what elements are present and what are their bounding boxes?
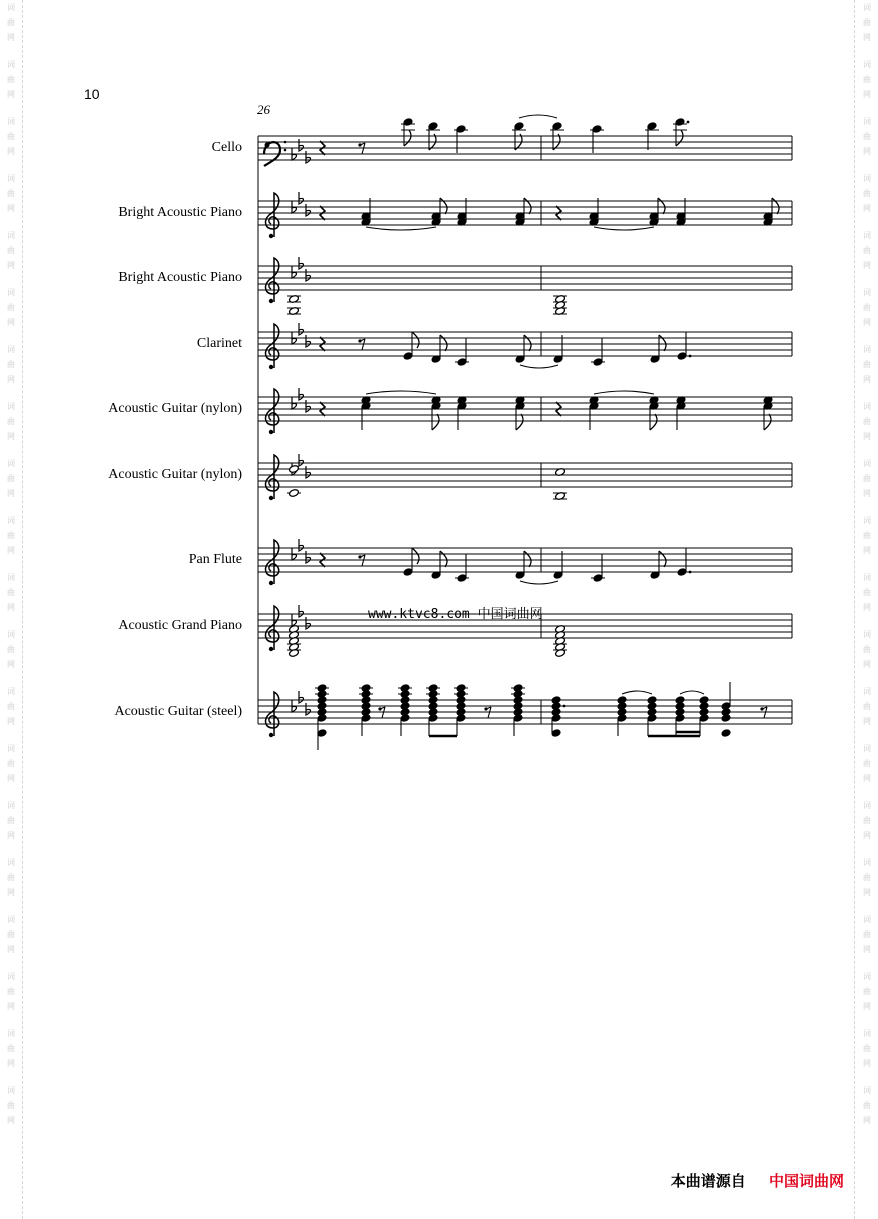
margin-watermark-char: 曲 <box>863 645 871 654</box>
flat-sign <box>299 388 304 400</box>
instrument-label-grand-piano: Acoustic Grand Piano <box>118 618 242 633</box>
note-flag <box>764 414 771 430</box>
treble-clef <box>266 540 279 584</box>
augmentation-dot <box>689 355 692 358</box>
margin-watermark-char: 词 <box>863 231 871 240</box>
tie <box>680 691 704 694</box>
margin-watermark-char: 网 <box>7 888 15 897</box>
flat-sign <box>299 257 304 269</box>
note-head <box>289 465 300 474</box>
margin-watermark-char: 词 <box>863 345 871 354</box>
margin-watermark-char: 词 <box>863 744 871 753</box>
flat-sign <box>299 605 304 617</box>
flat-sign <box>306 151 311 163</box>
staff-lines <box>258 136 792 724</box>
margin-watermark-char: 词 <box>7 801 15 810</box>
flat-sign <box>306 551 311 563</box>
note-flag <box>440 198 447 214</box>
margin-watermark-char: 词 <box>863 288 871 297</box>
instrument-label-nylon-guitar-1: Acoustic Guitar (nylon) <box>108 401 242 416</box>
augmentation-dot <box>689 571 692 574</box>
flat-sign <box>299 691 304 703</box>
margin-watermark-char: 曲 <box>7 1101 15 1110</box>
margin-watermark-char: 词 <box>863 516 871 525</box>
margin-watermark-char: 曲 <box>863 189 871 198</box>
flat-sign <box>299 539 304 551</box>
tie <box>594 391 654 394</box>
instrument-label-cello: Cello <box>211 140 242 155</box>
margin-watermark-char: 词 <box>7 288 15 297</box>
note-flag <box>772 198 779 214</box>
margin-watermark-char: 网 <box>863 774 871 783</box>
url-watermark <box>368 603 543 622</box>
margin-watermark-char: 曲 <box>7 702 15 711</box>
tie <box>594 227 654 230</box>
margin-watermark-char: 网 <box>7 774 15 783</box>
bass-clef-dot <box>265 143 270 148</box>
instrument-label-pan-flute: Pan Flute <box>188 552 242 567</box>
note-head <box>289 489 300 498</box>
flat-sign <box>299 192 304 204</box>
treble-clef-tail <box>269 647 273 651</box>
margin-watermark-char: 网 <box>7 603 15 612</box>
margin-watermark-char: 词 <box>7 744 15 753</box>
margin-watermark-char: 词 <box>863 459 871 468</box>
margin-watermark-char: 网 <box>863 546 871 555</box>
note-flag <box>659 335 666 351</box>
margin-watermark-char: 曲 <box>7 531 15 540</box>
flat-sign <box>306 466 311 478</box>
margin-watermark-char: 网 <box>7 546 15 555</box>
margin-watermark-char: 曲 <box>863 531 871 540</box>
margin-watermark-char: 曲 <box>7 246 15 255</box>
margin-watermark-char: 网 <box>863 147 871 156</box>
margin-watermark-char: 曲 <box>7 189 15 198</box>
margin-watermark-char: 曲 <box>863 474 871 483</box>
margin-watermark-char: 网 <box>7 147 15 156</box>
url-watermark-site: 中国词曲网 <box>477 607 543 622</box>
note-flag <box>676 130 683 146</box>
margin-watermark-char: 词 <box>863 687 871 696</box>
margin-watermark-char: 网 <box>7 318 15 327</box>
margin-watermark-char: 曲 <box>863 18 871 27</box>
margin-watermark-char: 曲 <box>7 588 15 597</box>
margin-watermark-char: 网 <box>863 831 871 840</box>
page-number: 10 <box>84 86 100 102</box>
margin-watermark-char: 词 <box>863 858 871 867</box>
treble-clef-tail <box>269 581 273 585</box>
treble-clef <box>266 389 279 433</box>
margin-watermark-char: 网 <box>7 261 15 270</box>
margin-watermark-char: 词 <box>7 630 15 639</box>
flat-sign <box>306 703 311 715</box>
margin-watermark-char: 曲 <box>863 246 871 255</box>
source-credit-label: 本曲谱源自 <box>670 1172 746 1190</box>
margin-watermark-char: 网 <box>863 1116 871 1125</box>
margin-watermark-char: 网 <box>7 33 15 42</box>
note-flag <box>432 414 439 430</box>
margin-watermark-char: 曲 <box>7 645 15 654</box>
margin-watermark-char: 网 <box>863 1059 871 1068</box>
margin-watermark-char: 词 <box>7 345 15 354</box>
margin-watermark-char: 曲 <box>7 132 15 141</box>
margin-watermark-char: 曲 <box>863 132 871 141</box>
flat-sign <box>306 400 311 412</box>
margin-watermark-char: 曲 <box>863 702 871 711</box>
margin-watermark-char: 网 <box>863 33 871 42</box>
instrument-label-bright-piano-1: Bright Acoustic Piano <box>118 205 242 220</box>
margin-watermark-char: 网 <box>7 432 15 441</box>
margin-watermark-char: 曲 <box>7 75 15 84</box>
margin-watermark-char: 词 <box>863 60 871 69</box>
margin-watermark-char: 曲 <box>7 816 15 825</box>
augmentation-dot <box>687 121 690 124</box>
instrument-label-steel-guitar: Acoustic Guitar (steel) <box>114 704 242 719</box>
flat-sign <box>299 323 304 335</box>
note-flag <box>658 198 665 214</box>
note-flag <box>404 130 411 146</box>
margin-watermark-char: 网 <box>863 489 871 498</box>
margin-watermark-char: 曲 <box>7 360 15 369</box>
flat-sign <box>299 454 304 466</box>
margin-watermark-char: 词 <box>863 402 871 411</box>
margin-watermark-char: 词 <box>7 174 15 183</box>
margin-watermark-char: 词 <box>7 117 15 126</box>
note-flag <box>524 551 531 567</box>
margin-watermark-char: 曲 <box>863 588 871 597</box>
margin-watermark-char: 曲 <box>863 303 871 312</box>
margin-watermark-char: 曲 <box>863 417 871 426</box>
margin-watermark-char: 网 <box>863 603 871 612</box>
treble-clef-tail <box>269 733 273 737</box>
margin-watermark-char: 词 <box>863 117 871 126</box>
margin-watermark-char: 网 <box>7 90 15 99</box>
note-flag <box>516 414 523 430</box>
margin-watermark-char: 网 <box>863 204 871 213</box>
url-watermark-url: www.ktvc8.com <box>368 607 470 622</box>
flat-sign <box>299 139 304 151</box>
note-flag <box>524 335 531 351</box>
margin-watermark-char: 曲 <box>7 930 15 939</box>
tie <box>366 227 436 230</box>
treble-clef-tail <box>269 234 273 238</box>
margin-watermark-char: 曲 <box>863 1101 871 1110</box>
margin-watermark-char: 词 <box>7 231 15 240</box>
margin-watermark-char: 词 <box>7 1029 15 1038</box>
instrument-label-bright-piano-2: Bright Acoustic Piano <box>118 270 242 285</box>
tie <box>622 691 652 694</box>
margin-watermark-char: 词 <box>863 573 871 582</box>
margin-watermark-char: 网 <box>7 1116 15 1125</box>
tie <box>520 581 558 584</box>
treble-clef <box>266 193 279 237</box>
margin-watermark-char: 网 <box>863 1002 871 1011</box>
instrument-label-nylon-guitar-2: Acoustic Guitar (nylon) <box>108 467 242 482</box>
margin-watermark-char: 曲 <box>863 360 871 369</box>
tie <box>520 365 558 368</box>
margin-watermark-char: 词 <box>7 858 15 867</box>
margin-watermark-char: 网 <box>7 375 15 384</box>
note-flag <box>659 551 666 567</box>
margin-watermark-char: 词 <box>863 801 871 810</box>
margin-watermark-char: 网 <box>863 318 871 327</box>
margin-watermark-char: 词 <box>7 3 15 12</box>
margin-watermark-char: 网 <box>7 1059 15 1068</box>
margin-watermark-char: 词 <box>863 174 871 183</box>
margin-watermark-char: 词 <box>7 573 15 582</box>
instrument-label-clarinet: Clarinet <box>196 336 242 351</box>
margin-watermark-char: 曲 <box>863 75 871 84</box>
margin-watermark-char: 曲 <box>863 1044 871 1053</box>
treble-clef-tail <box>269 430 273 434</box>
margin-watermark-char: 曲 <box>7 873 15 882</box>
margin-watermark-char: 词 <box>7 1086 15 1095</box>
margin-watermark-char: 曲 <box>7 417 15 426</box>
bass-clef-dot <box>284 149 287 152</box>
margin-watermark-char: 网 <box>863 375 871 384</box>
margin-watermark-char: 曲 <box>7 18 15 27</box>
source-credit <box>671 1170 844 1191</box>
margin-watermark-char: 曲 <box>863 816 871 825</box>
treble-clef <box>266 324 279 368</box>
note-head <box>721 729 731 738</box>
flat-sign <box>306 204 311 216</box>
margin-watermark-char: 词 <box>7 516 15 525</box>
treble-clef <box>266 258 279 302</box>
flat-sign <box>306 617 311 629</box>
margin-watermark-char: 词 <box>7 459 15 468</box>
note-flag <box>440 335 447 351</box>
notation-marks <box>264 115 779 750</box>
note-flag <box>524 198 531 214</box>
margin-watermark-char: 网 <box>863 717 871 726</box>
margin-watermark-char: 曲 <box>863 930 871 939</box>
note-flag <box>650 414 657 430</box>
margin-watermark-char: 网 <box>863 945 871 954</box>
treble-clef-tail <box>269 365 273 369</box>
treble-clef <box>266 455 279 499</box>
margin-watermark-char: 词 <box>863 1086 871 1095</box>
margin-watermark-char: 曲 <box>863 987 871 996</box>
margin-watermark-char: 词 <box>863 3 871 12</box>
tie <box>519 115 557 118</box>
flat-sign <box>306 335 311 347</box>
margin-watermark-char: 网 <box>863 888 871 897</box>
margin-watermark-char: 曲 <box>863 873 871 882</box>
margin-watermark-char: 网 <box>7 831 15 840</box>
margin-watermark-char: 曲 <box>863 759 871 768</box>
margin-watermark-char: 网 <box>863 432 871 441</box>
margin-watermark-char: 曲 <box>7 987 15 996</box>
note-flag <box>440 551 447 567</box>
treble-clef <box>266 692 279 736</box>
flat-sign <box>306 269 311 281</box>
margin-watermark-char: 网 <box>863 90 871 99</box>
margin-watermark-char: 词 <box>863 972 871 981</box>
augmentation-dot <box>563 705 566 708</box>
margin-watermark-char: 词 <box>863 915 871 924</box>
margin-watermark-char: 网 <box>863 261 871 270</box>
note-flag <box>412 548 419 564</box>
margin-watermark-char: 网 <box>7 204 15 213</box>
treble-clef-tail <box>269 299 273 303</box>
note-flag <box>412 332 419 348</box>
margin-watermark-char: 网 <box>7 717 15 726</box>
treble-clef <box>266 606 279 650</box>
margin-watermark-char: 网 <box>863 660 871 669</box>
margin-watermark-char: 词 <box>7 60 15 69</box>
tie <box>366 391 436 394</box>
margin-watermark-char: 词 <box>7 972 15 981</box>
measure-number: 26 <box>257 102 270 117</box>
source-credit-brand: 中国词曲网 <box>768 1172 844 1190</box>
margin-watermark-char: 曲 <box>7 474 15 483</box>
margin-watermark-char: 网 <box>7 945 15 954</box>
margin-watermark-char: 词 <box>863 1029 871 1038</box>
treble-clef-tail <box>269 496 273 500</box>
margin-watermark-char: 网 <box>7 489 15 498</box>
margin-watermark-char: 曲 <box>7 1044 15 1053</box>
margin-watermark-char: 词 <box>7 687 15 696</box>
margin-watermark-char: 曲 <box>7 303 15 312</box>
margin-watermark-char: 词 <box>863 630 871 639</box>
margin-watermark-char: 网 <box>7 660 15 669</box>
margin-watermark-char: 词 <box>7 402 15 411</box>
margin-watermark-char: 词 <box>7 915 15 924</box>
margin-watermark-char: 网 <box>7 1002 15 1011</box>
margin-watermark-char: 曲 <box>7 759 15 768</box>
bass-clef-dot <box>284 141 287 144</box>
